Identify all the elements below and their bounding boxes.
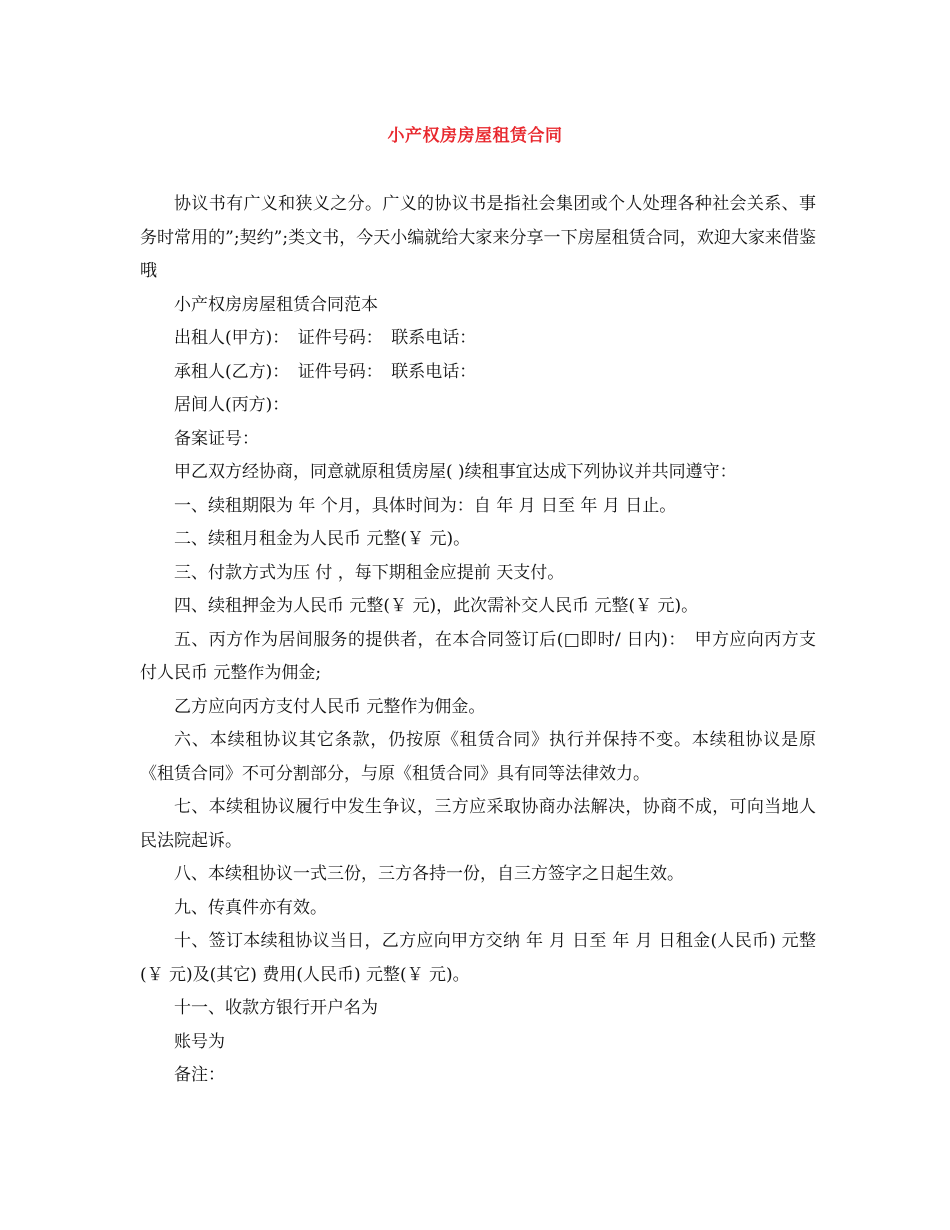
paragraph-remarks: 备注： [174,1065,225,1085]
paragraph-intro: 协议书有广义和狭义之分。广义的协议书是指社会集团或个人处理各种社会关系、事务时常用的”;契约”;类文书，今天小编就给大家来分享一下房屋租赁合同，欢迎大家来借鉴哦 [140,194,816,281]
paragraph-clause-5b: 乙方应向丙方支付人民币 元整作为佣金。 [174,696,486,717]
paragraph-clause-1: 一、续租期限为 年 个月，具体时间为：自 年 月 日至 年 月 日止。 [174,495,677,516]
paragraph-lessor: 出租人(甲方)： 证件号码： 联系电话： [174,328,477,348]
paragraph-record-number: 备案证号： [174,428,259,449]
paragraph-clause-2: 二、续租月租金为人民币 元整(￥ 元)。 [174,529,471,549]
paragraph-template-title: 小产权房房屋租赁合同范本 [174,294,378,315]
paragraph-clause-3: 三、付款方式为压 付 ，每下期租金应提前 天支付。 [174,562,565,583]
paragraph-clause-7: 七、本续租协议履行中发生争议，三方应采取协商办法解决，协商不成，可向当地人民法院起诉。 [140,797,816,851]
paragraph-intermediary: 居间人(丙方)： [174,395,290,415]
paragraph-clause-5: 五、丙方作为居间服务的提供者，在本合同签订后(□即时/ 日内)： 甲方应向丙方支付人民币 元整作为佣金; [140,629,816,683]
paragraph-lessee: 承租人(乙方)： 证件号码： 联系电话： [174,361,477,382]
paragraph-agreement: 甲乙双方经协商，同意就原租赁房屋( )续租事宜达成下列协议并共同遵守： [174,462,737,482]
paragraph-clause-10: 十、签订本续租协议当日，乙方应向甲方交纳 年 月 日至 年 月 日租金(人民币) 元整(￥ 元)及(其它) 费用(人民币) 元整(￥ 元)。 [140,931,816,985]
paragraph-clause-4: 四、续租押金为人民币 元整(￥ 元)，此次需补交人民币 元整(￥ 元)。 [174,596,699,616]
paragraph-clause-11: 十一、收款方银行开户名为 [174,998,378,1018]
paragraph-account: 账号为 [174,1031,225,1052]
document-body [140,188,816,1093]
paragraph-clause-6: 六、本续租协议其它条款，仍按原《租赁合同》执行并保持不变。本续租协议是原《租赁合同》不可分割部分，与原《租赁合同》具有同等法律效力。 [140,730,816,784]
document-title: 小产权房房屋租赁合同 [387,126,563,146]
paragraph-clause-9: 九、传真件亦有效。 [174,897,327,918]
paragraph-clause-8: 八、本续租协议一式三份，三方各持一份，自三方签字之日起生效。 [174,864,684,884]
